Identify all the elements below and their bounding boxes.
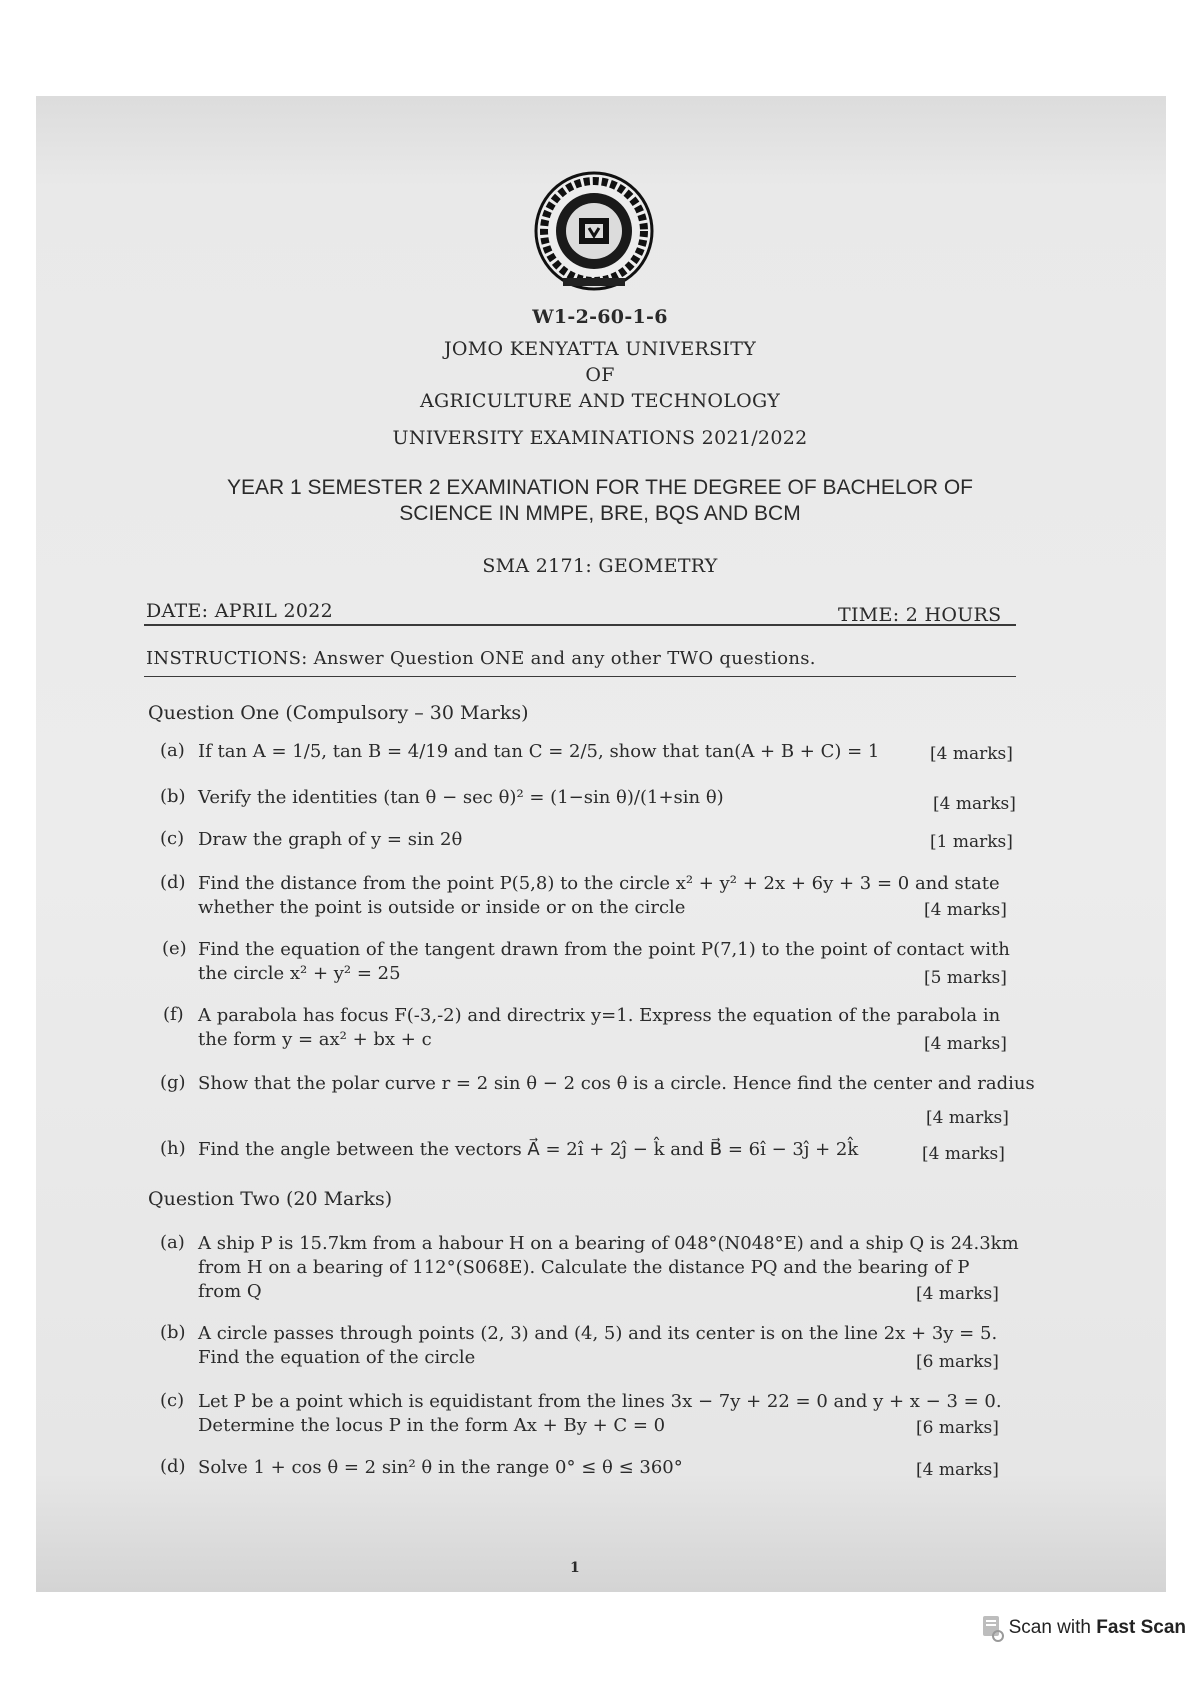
watermark-brand: Fast Scan [1096,1617,1186,1639]
q1h-text: Find the angle between the vectors A⃗ = 2î + 2ĵ − k̂ and B⃗ = 6î − 3ĵ + 2k̂ [198,1139,859,1160]
q1g-text: Show that the polar curve r = 2 sin θ − 2 cos θ is a circle. Hence find the center and radius [198,1073,1035,1094]
q1b-label: (b) [160,786,186,807]
exam-code: W1-2-60-1-6 [532,306,668,328]
q1f-marks: [4 marks] [924,1034,1007,1054]
q2c-text-line1: Let P be a point which is equidistant from the lines 3x − 7y + 22 = 0 and y + x − 3 = 0. [198,1391,1002,1412]
q1f-label: (f) [163,1004,184,1025]
university-name-line1: JOMO KENYATTA UNIVERSITY [443,338,757,360]
course-title: SMA 2171: GEOMETRY [482,555,718,577]
q1b-marks: [4 marks] [933,794,1016,814]
q2b-text-line2: Find the equation of the circle [198,1347,476,1368]
exam-session: UNIVERSITY EXAMINATIONS 2021/2022 [392,427,808,449]
q1d-text-line1: Find the distance from the point P(5,8) to the circle x² + y² + 2x + 6y + 3 = 0 and state [198,873,1000,894]
q2d-label: (d) [160,1456,186,1477]
q1e-label: (e) [162,938,187,959]
q2a-text-line1: A ship P is 15.7km from a habour H on a bearing of 048°(N048°E) and a ship Q is 24.3km [198,1233,1019,1254]
q1e-marks: [5 marks] [924,968,1007,988]
exam-duration: TIME: 2 HOURS [838,604,1002,626]
q1c-text: Draw the graph of y = sin 2θ [198,829,463,850]
q1d-marks: [4 marks] [924,900,1007,920]
scanner-watermark [980,1614,1186,1642]
q1a-text: If tan A = 1/5, tan B = 4/19 and tan C = 2/5, show that tan(A + B + C) = 1 [198,741,880,762]
q1h-marks: [4 marks] [922,1144,1005,1164]
q1f-text-line2: the form y = ax² + bx + c [198,1029,432,1050]
university-name-line3: AGRICULTURE AND TECHNOLOGY [419,390,781,412]
university-seal-logo [533,170,655,292]
q2c-label: (c) [160,1390,185,1411]
q2b-marks: [6 marks] [916,1352,999,1372]
q2a-text-line3: from Q [198,1281,262,1302]
q1c-label: (c) [160,828,185,849]
degree-line2: SCIENCE IN MMPE, BRE, BQS AND BCM [399,502,801,525]
q2b-text-line1: A circle passes through points (2, 3) and (4, 5) and its center is on the line 2x + 3y = 5. [198,1323,998,1344]
q1a-marks: [4 marks] [930,744,1013,764]
university-name-line2: OF [585,364,615,386]
q1h-label: (h) [160,1138,186,1159]
q1c-marks: [1 marks] [930,832,1013,852]
header-divider [144,624,1016,626]
q1a-label: (a) [160,740,185,761]
question-two-title: Question Two (20 Marks) [148,1188,393,1210]
q2a-label: (a) [160,1232,185,1253]
q1g-label: (g) [160,1072,186,1093]
instructions-divider [144,676,1016,677]
q2d-marks: [4 marks] [916,1460,999,1480]
q1b-text: Verify the identities (tan θ − sec θ)² = (1−sin θ)/(1+sin θ) [198,787,724,808]
q2c-text-line2: Determine the locus P in the form Ax + By + C = 0 [198,1415,666,1436]
q2d-text: Solve 1 + cos θ = 2 sin² θ in the range 0° ≤ θ ≤ 360° [198,1457,683,1478]
q2c-marks: [6 marks] [916,1418,999,1438]
q1d-text-line2: whether the point is outside or inside or on the circle [198,897,686,918]
q1e-text-line2: the circle x² + y² = 25 [198,963,401,984]
question-one-title: Question One (Compulsory – 30 Marks) [148,702,529,724]
instructions: INSTRUCTIONS: Answer Question ONE and any other TWO questions. [146,648,816,669]
q1f-text-line1: A parabola has focus F(-3,-2) and directrix y=1. Express the equation of the parabola in [198,1005,1001,1026]
q2a-marks: [4 marks] [916,1284,999,1304]
q2b-label: (b) [160,1322,186,1343]
q2a-text-line2: from H on a bearing of 112°(S068E). Calculate the distance PQ and the bearing of P [198,1257,970,1278]
q1e-text-line1: Find the equation of the tangent drawn from the point P(7,1) to the point of contact with [198,939,1010,960]
q1g-marks: [4 marks] [926,1108,1009,1128]
exam-date: DATE: APRIL 2022 [146,600,334,622]
scanner-app-icon [980,1614,1006,1642]
watermark-prefix: Scan with [1008,1617,1097,1639]
page-number: 1 [570,1560,580,1576]
degree-line1: YEAR 1 SEMESTER 2 EXAMINATION FOR THE DEGREE OF BACHELOR OF [226,476,974,499]
q1d-label: (d) [160,872,186,893]
